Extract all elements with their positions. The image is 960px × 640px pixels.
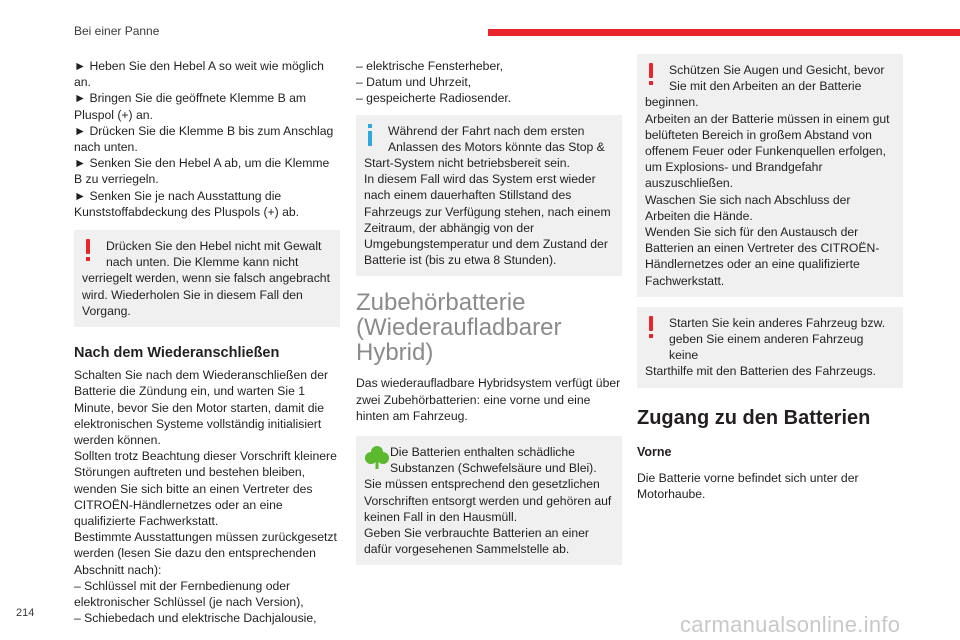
warning-text: Wenden Sie sich für den Austausch der Batterien an einen Vertreter des CITROËN-Händlernetzes oder an eine qualifizierte Fachwerkstatt. [645, 225, 880, 288]
step-lower-cover: ► Senken Sie je nach Ausstattung die Kunststoffabdeckung des Pluspols (+) ab. [74, 188, 300, 219]
warning-icon [647, 63, 655, 85]
step-lift-lever: ► Heben Sie den Hebel A so weit wie möglich an. [74, 59, 324, 90]
section-title-accessory-battery: Zubehörbatterie (Wiederaufladbarer Hybrid) [356, 289, 562, 367]
column-middle [356, 58, 622, 575]
step-lower-lever: ► Senken Sie den Hebel A ab, um die Klemme B zu verriegeln. [74, 156, 330, 187]
environment-text-first: Die Batterien enthalten schädliche Substanzen (Schwefelsäure und Blei). [390, 445, 597, 476]
page-number: 214 [16, 607, 35, 619]
list-item: – elektrische Fensterheber, [356, 59, 504, 73]
paragraph: Schalten Sie nach dem Wiederanschließen der Batterie die Zündung ein, und warten Sie 1 Minute, bevor Sie den Motor starten, damit die elektronischen Systeme vollständig initialisiert werden können. [74, 368, 329, 448]
info-text-first: Während der Fahrt nach dem ersten Anlassen des Motors könnte das Stop & [388, 123, 605, 154]
info-box-stop-start [356, 115, 622, 277]
environment-text: Sie müssen entsprechend den gesetzlichen Vorschriften entsorgt werden und gehören auf keinen Fall in den Hausmüll. [364, 477, 612, 524]
warning-text-first: Drücken Sie den Hebel nicht mit Gewalt nach unten. Die Klemme kann nicht [106, 239, 322, 270]
warning-text: Waschen Sie sich nach Abschluss der Arbeiten die Hände. [645, 192, 851, 223]
warning-box-jump-start [637, 307, 903, 388]
watermark: carmanualsonline.info [680, 612, 901, 637]
section-heading-reconnect: Nach dem Wiederanschließen [74, 345, 280, 362]
warning-text: Starthilfe mit den Batterien des Fahrzeugs. [645, 364, 877, 379]
subheading-front: Vorne [637, 444, 672, 459]
warning-text-first: Starten Sie kein anderes Fahrzeug bzw. geben Sie einem anderen Fahrzeug keine [669, 315, 886, 363]
section-heading-battery-access: Zugang zu den Batterien [637, 406, 871, 429]
warning-icon [84, 239, 92, 261]
paragraph: Bestimmte Ausstattungen müssen zurückgesetzt werden (lesen Sie dazu den entsprechenden Abschnitt nach): [74, 530, 337, 577]
column-right [637, 58, 903, 502]
info-icon [366, 124, 374, 146]
list-item: – gespeicherte Radiosender. [356, 91, 512, 106]
list-item: – Schiebedach und elektrische Dachjalousie, [74, 611, 317, 626]
warning-box-lever [74, 230, 340, 327]
warning-text: beginnen. [645, 95, 699, 110]
warning-icon [647, 316, 655, 338]
tree-icon [365, 444, 389, 470]
paragraph: Das wiederaufladbare Hybridsystem verfügt über zwei Zubehörbatterien: eine vorne und eine hinten am Fahrzeug. [356, 376, 621, 423]
warning-text-rest: verriegelt werden, wenn sie falsch angebracht wird. Wiederholen Sie in diesem Fall den Vorgang. [82, 271, 330, 318]
list-item: – Datum und Uhrzeit, [356, 75, 472, 90]
paragraph: Die Batterie vorne befindet sich unter der Motorhaube. [637, 470, 859, 502]
paragraph: Sollten trotz Beachtung dieser Vorschrift kleinere Störungen auftreten und bestehen bleiben, wenden Sie sich bitte an einen Vertreter des CITROËN-Händlernetzes oder an eine qualifizierte Fachwerkstatt. [74, 449, 337, 529]
list-item: – Schlüssel mit der Fernbedienung oder elektronischer Schlüssel (je nach Version), [74, 578, 304, 610]
warning-box-safety [637, 54, 903, 297]
info-text: Start-System nicht betriebsbereit sein. [364, 156, 570, 171]
info-text: In diesem Fall wird das System erst wieder nach einem dauerhaften Stillstand des Fahrzeugs zur Verfügung stehen, nach einem Zeitraum, der abhängig von der Umgebungstemperatur und dem Zustand der Batterie ist (bis zu etwa 8 Stunden). [364, 172, 611, 268]
header-accent-bar [488, 29, 960, 36]
warning-text-first: Schützen Sie Augen und Gesicht, bevor Sie mit den Arbeiten an der Batterie [669, 63, 885, 94]
environment-box [356, 436, 622, 565]
warning-text: Arbeiten an der Batterie müssen in einem gut belüfteten Bereich in großem Abstand von offenem Feuer oder Funkenquellen erfolgen, um Explosions- und Brandgefahr auszuschließen. [645, 111, 890, 191]
header-title: Bei einer Panne [74, 24, 160, 38]
environment-text: Geben Sie verbrauchte Batterien an einer dafür vorgesehenen Sammelstelle ab. [364, 526, 589, 557]
column-left [74, 58, 340, 627]
step-press-clamp: ► Drücken Sie die Klemme B bis zum Anschlag nach unten. [74, 123, 334, 155]
step-attach-clamp: ► Bringen Sie die geöffnete Klemme B am Pluspol (+) an. [74, 91, 307, 122]
